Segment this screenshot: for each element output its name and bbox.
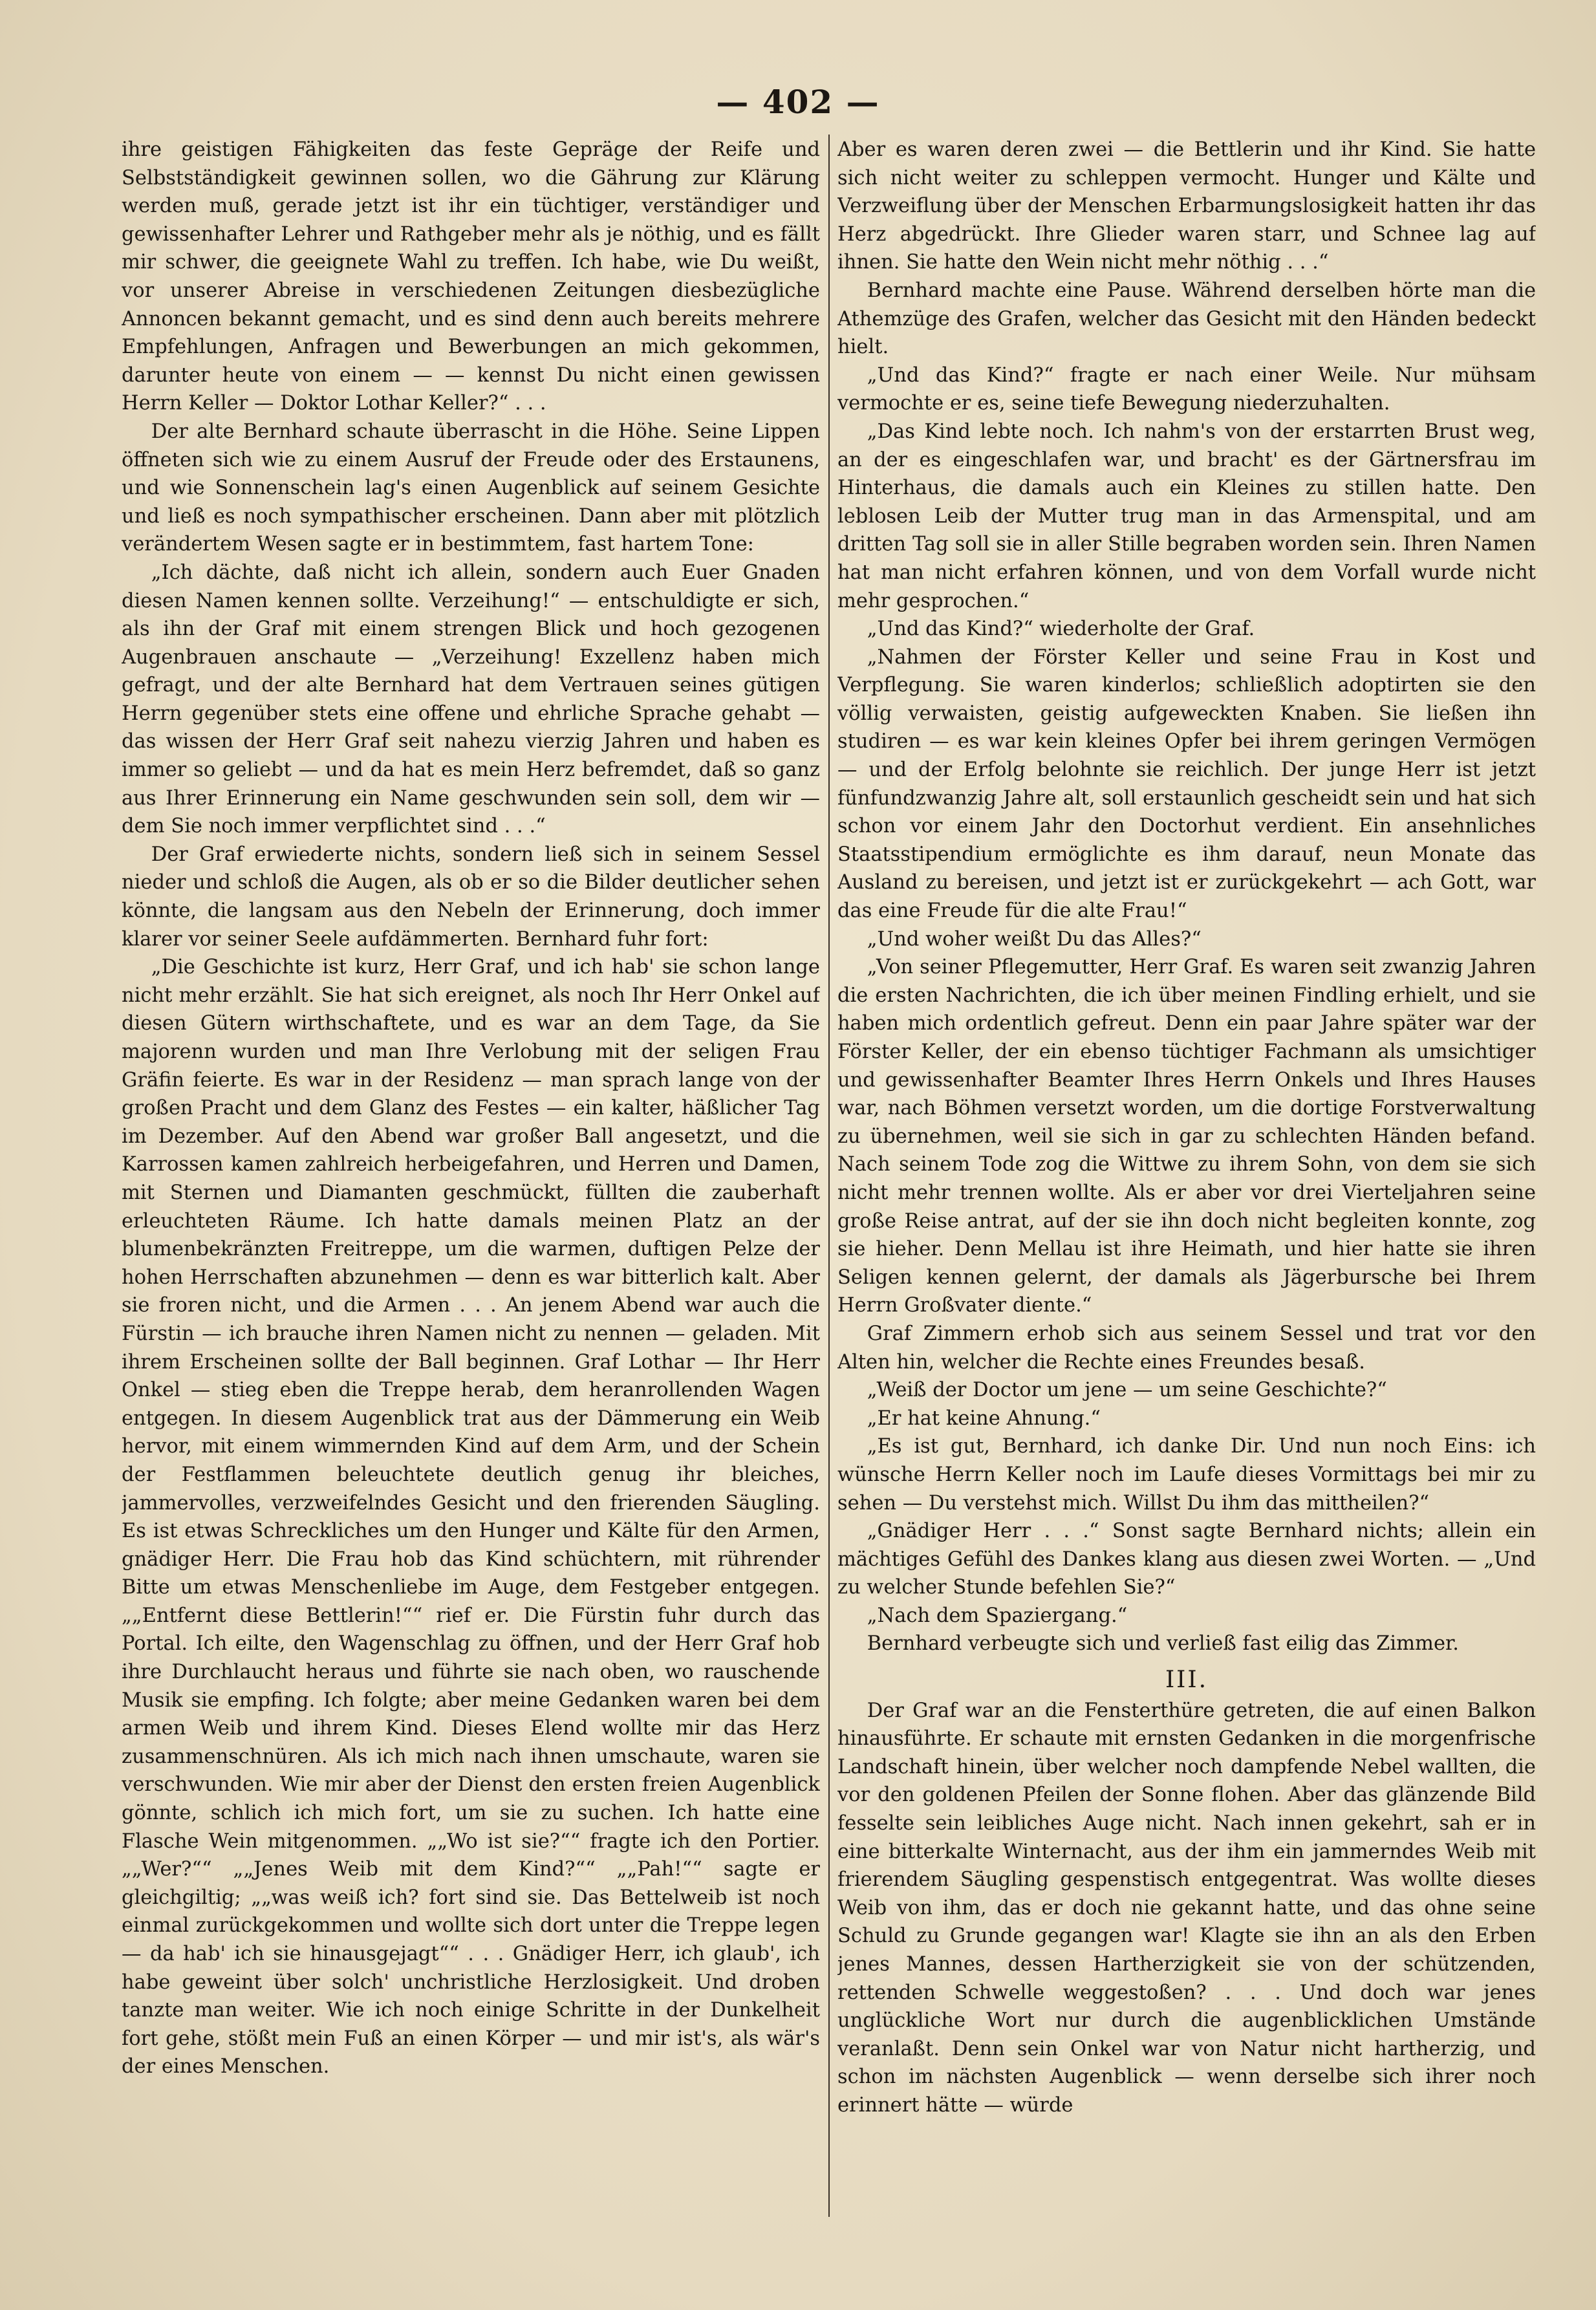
paragraph: „Nahmen der Förster Keller und seine Frau in Kost und Verpflegung. Sie waren kinderlos; schließlich adoptirten sie den völlig verwaisten, geistig aufgeweckten Knaben. Sie ließen ihn studiren — es war kein kleines Opfer bei ihrem geringen Vermögen — und der Erfolg belohnte sie reichlich. Der junge Herr ist jetzt fünfundzwanzig Jahre alt, soll erstaunlich gescheidt sein und hat sich schon vor einem Jahr den Doctorhut verdient. Ein ansehnliches Staatsstipendium ermöglichte es ihm darauf, neun Monate das Ausland zu bereisen, und jetzt ist er zurückgekehrt — ach Gott, war das eine Freude für die alte Frau!“ [837, 645, 1536, 923]
paragraph: Aber es waren deren zwei — die Bettlerin und ihr Kind. Sie hatte sich nicht weiter zu schleppen vermocht. Hunger und Kälte und Verzweiflung über der Menschen Erbarmungslosigkeit hatten ihr das Herz abgedrückt. Ihre Glieder waren starr, und Schnee lag auf ihnen. Sie hatte den Wein nicht mehr nöthig . . .“ [837, 138, 1536, 274]
paragraph: Der Graf erwiederte nichts, sondern ließ sich in seinem Sessel nieder und schloß die Augen, als ob er so die Bilder deutlicher sehen könnte, die langsam aus den Nebeln der Erinnerung, doch immer klarer vor seiner Seele aufdämmerten. Bernhard fuhr fort: [122, 843, 820, 951]
paragraph: „Nach dem Spaziergang.“ [867, 1604, 1128, 1627]
paragraph: „Es ist gut, Bernhard, ich danke Dir. Und nun noch Eins: ich wünsche Herrn Keller noch im Laufe dieses Vormittags bei mir zu sehen — Du verstehst mich. Willst Du ihm das mittheilen?“ [837, 1435, 1536, 1515]
paragraph: „Das Kind lebte noch. Ich nahm's von der erstarrten Brust weg, an der es eingeschlafen war, und bracht' es der Gärtnersfrau im Hinterhaus, die damals auch ein Kleines zu stillen hatte. Den leblosen Leib der Mutter trug man in das Armenspital, und am dritten Tag soll sie in aller Stille begraben worden sein. Ihren Namen hat man nicht erfahren können, und von dem Vorfall wurde nicht mehr gesprochen.“ [837, 420, 1536, 612]
paragraph: „Von seiner Pflegemutter, Herr Graf. Es waren seit zwanzig Jahren die ersten Nachrichten, die ich über meinen Findling erhielt, und sie haben mich ordentlich gefreut. Denn ein paar Jahre später war der Förster Keller, der ein ebenso tüchtiger Fachmann als umsichtiger und gewissenhafter Beamter Ihres Herrn Onkels und Ihres Hauses war, nach Böhmen versetzt worden, um die dortige Forstverwaltung zu übernehmen, weil sie sich in gar zu schlechten Händen befand. Nach seinem Tode zog die Wittwe zu ihrem Sohn, von dem sie sich nicht mehr trennen wollte. Als er aber vor drei Vierteljahren seine große Reise antrat, auf der sie ihn doch nicht begleiten konnte, zog sie hieher. Denn Mellau ist ihre Heimath, und hier hatte sie ihren Seligen kennen gelernt, der damals als Jägerbursche bei Ihrem Herrn Großvater diente.“ [837, 956, 1536, 1317]
paragraph: „Er hat keine Ahnung.“ [867, 1407, 1101, 1430]
paragraph: Bernhard machte eine Pause. Während derselben hörte man die Athemzüge des Grafen, welcher das Gesicht mit den Händen bedeckt hielt. [837, 279, 1536, 359]
page-number: — 402 — [716, 83, 880, 121]
paragraph: „Weiß der Doctor um jene — um seine Geschichte?“ [867, 1379, 1387, 1402]
paragraph: „Und woher weißt Du das Alles?“ [867, 927, 1202, 951]
paragraph: Der Graf war an die Fensterthüre getreten, die auf einen Balkon hinausführte. Er schaute mit ernsten Gedanken in die morgenfrische Landschaft hinein, über welcher noch dampfende Nebel wallten, die vor den goldenen Pfeilen der Sonne flohen. Aber das glänzende Bild fesselte sein leibliches Auge nicht. Nach innen gekehrt, sah er in eine bitterkalte Winternacht, aus der ihm ein jammerndes Weib mit frierendem Säugling gespenstisch entgegentrat. Was wollte dieses Weib von ihm, das er doch nie gekannt hatte, und das ohne seine Schuld zu Grunde gegangen war! Klagte sie ihn an als den Erben jenes Mannes, dessen Hartherzigkeit sie von der schützenden, rettenden Schwelle weggestoßen? . . . Und doch war jenes unglückliche Wort nur durch die augenblicklichen Umstände veranlaßt. Denn sein Onkel war von Natur nicht hartherzig, und schon im nächsten Augenblick — wenn derselbe sich ihrer noch erinnert hätte — würde [837, 1699, 1536, 2117]
paragraph: Bernhard verbeugte sich und verließ fast eilig das Zimmer. [867, 1632, 1459, 1656]
paragraph: Graf Zimmern erhob sich aus seinem Sessel und trat vor den Alten hin, welcher die Rechte eines Freundes besaß. [837, 1322, 1536, 1374]
paragraph: Der alte Bernhard schaute überrascht in die Höhe. Seine Lippen öffneten sich wie zu einem Ausruf der Freude oder des Erstaunens, und wie Sonnenschein lag's einen Augenblick auf seinem Gesichte und ließ es noch sympathischer erscheinen. Dann aber mit plötzlich verändertem Wesen sagte er in bestimmtem, fast hartem Tone: [122, 420, 820, 556]
paragraph: „Und das Kind?“ wiederholte der Graf. [867, 618, 1255, 641]
section-heading: III. [1165, 1667, 1209, 1694]
right-column [837, 136, 1536, 2225]
column-divider [828, 135, 830, 2217]
paragraph: „Gnädiger Herr . . .“ Sonst sagte Bernhard nichts; allein ein mächtiges Gefühl des Dankes klang aus diesen zwei Worten. — „Und zu welcher Stunde befehlen Sie?“ [837, 1520, 1536, 1599]
paragraph: „Die Geschichte ist kurz, Herr Graf, und ich hab' sie schon lange nicht mehr erzählt. Sie hat sich ereignet, als noch Ihr Herr Onkel auf diesen Gütern wirthschaftete, und es war an dem Tage, da Sie majorenn wurden und man Ihre Verlobung mit der seligen Frau Gräfin feierte. Es war in der Residenz — man sprach lange von der großen Pracht und dem Glanz des Festes — ein kalter, häßlicher Tag im Dezember. Auf den Abend war großer Ball angesetzt, und die Karrossen kamen zahlreich herbeigefahren, und Herren und Damen, mit Sternen und Diamanten geschmückt, füllten die zauberhaft erleuchteten Räume. Ich hatte damals meinen Platz an der blumenbekränzten Freitreppe, um die warmen, duftigen Pelze der hohen Herrschaften abzunehmen — denn es war bitterlich kalt. Aber sie froren nicht, und die Armen . . . An jenem Abend war auch die Fürstin — ich brauche ihren Namen nicht zu nennen — geladen. Mit ihrem Erscheinen sollte der Ball beginnen. Graf Lothar — Ihr Herr Onkel — stieg eben die Treppe herab, dem heranrollenden Wagen entgegen. In diesem Augenblick trat aus der Dämmerung ein Weib hervor, mit einem wimmernden Kind auf dem Arm, und der Schein der Festflammen beleuchtete deutlich genug ihr bleiches, jammervolles, verzweifelndes Gesicht und den frierenden Säugling. Es ist etwas Schreckliches um den Hunger und Kälte für den Armen, gnädiger Herr. Die Frau hob das Kind schüchtern, mit rührender Bitte um etwas Menschenliebe im Auge, dem Festgeber entgegen. „„Entfernt diese Bettlerin!““ rief er. Die Fürstin fuhr durch das Portal. Ich eilte, den Wagenschlag zu öffnen, und der Herr Graf hob ihre Durchlaucht heraus und führte sie nach oben, wo rauschende Musik sie empfing. Ich folgte; aber meine Gedanken waren bei dem armen Weib und ihrem Kind. Dieses Elend wollte mir das Herz zusammenschnüren. Als ich mich nach ihnen umschaute, waren sie verschwunden. Wie mir aber der Dienst den ersten freien Augenblick gönnte, schlich ich mich fort, um sie zu suchen. Ich hatte eine Flasche Wein mitgenommen. „„Wo ist sie?““ fragte ich den Portier. „„Wer?““ „„Jenes Weib mit dem Kind?““ „„Pah!““ sagte er gleichgiltig; „„was weiß ich? fort sind sie. Das Bettelweib ist noch einmal zurückgekommen und wollte sich dort unter die Treppe legen — da hab' ich sie hinausgejagt““ . . . Gnädiger Herr, ich glaub', ich habe geweint über solch' unchristliche Herzlosigkeit. Und droben tanzte man weiter. Wie ich noch einige Schritte in der Dunkelheit fort gehe, stößt mein Fuß an einen Körper — und mir ist's, als wär's der eines Menschen. [122, 956, 820, 2078]
left-column [122, 136, 820, 2225]
paragraph: ihre geistigen Fähigkeiten das feste Gepräge der Reife und Selbstständigkeit gewinnen sollen, wo die Gährung zur Klärung werden muß, gerade jetzt ist ihr ein tüchtiger, verständiger und gewissenhafter Lehrer und Rathgeber mehr als je nöthig, und es fällt mir schwer, die geeignete Wahl zu treffen. Ich habe, wie Du weißt, vor unserer Abreise in verschiedenen Zeitungen diesbezügliche Annoncen bekannt gemacht, und es sind denn auch bereits mehrere Empfehlungen, Anfragen und Bewerbungen an mich gekommen, darunter heute von einem — — kennst Du nicht einen gewissen Herrn Keller — Doktor Lothar Keller?“ . . . [122, 138, 820, 415]
paragraph: „Ich dächte, daß nicht ich allein, sondern auch Euer Gnaden diesen Namen kennen sollte. Verzeihung!“ — entschuldigte er sich, als ihn der Graf mit einem strengen Blick und hoch gezogenen Augenbrauen anschaute — „Verzeihung! Exzellenz haben mich gefragt, und der alte Bernhard hat dem Vertrauen seines gütigen Herrn gegenüber stets eine offene und ehrliche Sprache gehabt — das wissen der Herr Graf seit nahezu vierzig Jahren und haben es immer so geliebt — und da hat es mein Herz befremdet, daß so ganz aus Ihrer Erinnerung ein Name geschwunden sein soll, dem wir — dem Sie noch immer verpflichtet sind . . .“ [122, 561, 820, 838]
paragraph: „Und das Kind?“ fragte er nach einer Weile. Nur mühsam vermochte er es, seine tiefe Bewegung niederzuhalten. [837, 363, 1536, 415]
